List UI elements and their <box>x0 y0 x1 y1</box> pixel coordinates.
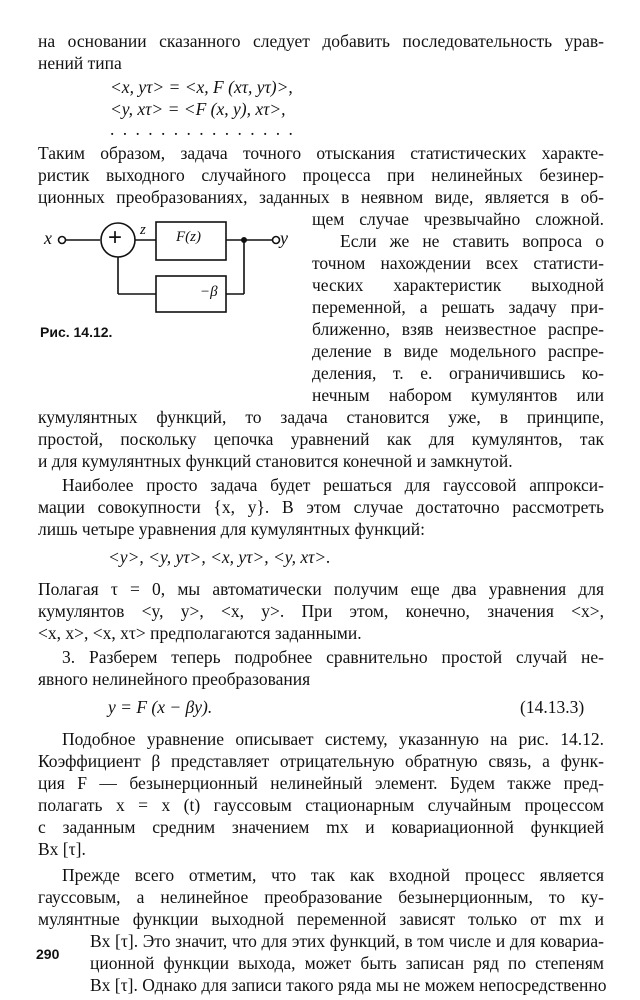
text-line: ционной функции выхода, может быть записан ряд по степеням <box>90 953 604 973</box>
text-line: кумулянтов <y, y>, <x, y>. При этом, конечно, значения <x>, <box>38 601 604 621</box>
input-label: x <box>44 228 52 248</box>
text-line: деления, т. е. ограничившись ко- <box>312 363 604 383</box>
text-line: Прежде всего отметим, что так как входной процесс является <box>62 865 604 885</box>
text-line: Таким образом, задача точного отыскания статистических характе- <box>38 143 604 163</box>
text-line: Коэффициент β представляет отрицательную обратную связь, а функ- <box>38 751 604 771</box>
text-line: полагать x = x (t) гауссовым стационарным случайным процессом <box>38 795 604 815</box>
text-line: ция F — безынерционный нелинейный элемент. Будем также пред- <box>38 773 604 793</box>
text-line: щем случае чрезвычайно сложной. <box>312 209 604 229</box>
figure-caption: Рис. 14.12. <box>40 324 113 340</box>
text-line: Bx [τ]. <box>38 839 86 859</box>
text-line: нений типа <box>38 53 122 73</box>
output-label: y <box>280 228 288 248</box>
feedback-block-label: −β <box>200 284 218 300</box>
text-line: кумулянтных функций, то задача становится уже, в принципе, <box>38 407 604 427</box>
text-line: явного нелинейного преобразования <box>38 669 311 689</box>
sum-symbol: + <box>108 224 123 251</box>
text-line: Bx [τ]. Это значит, что для этих функций, в том числе и для ковариа- <box>90 931 604 951</box>
block-diagram <box>36 214 306 314</box>
text-line: мации совокупности {x, y}. В этом случае достаточно рассмотреть <box>38 497 604 517</box>
text-line: с заданным средним значением mx и ковариационной функцией <box>38 817 604 837</box>
equation-2: <y, xτ> = <F (x, y), xτ>, <box>110 99 286 119</box>
main-equation: y = F (x − βy). <box>108 697 213 717</box>
text-line: ристик выходного случайного процесса при нелинейных безинер- <box>38 165 604 185</box>
cumulant-equation: <y>, <y, yτ>, <x, yτ>, <y, xτ>. <box>108 547 331 567</box>
text-line: лишь четыре уравнения для кумулянтных функций: <box>38 519 426 539</box>
equation-dots: . . . . . . . . . . . . . . . <box>110 119 295 139</box>
text-line: ческих характеристик выходной <box>312 275 604 295</box>
text-line: <x, x>, <x, xτ> предполагаются заданными. <box>38 623 362 643</box>
text-line: переменной, а решать задачу при- <box>312 297 604 317</box>
text-line: на основании сказанного следует добавить последовательность урав- <box>38 31 604 51</box>
text-line: Наиболее просто задача будет решаться для гауссовой аппрокси- <box>62 475 604 495</box>
equation-1: <x, yτ> = <x, F (xτ, yτ)>, <box>110 77 293 97</box>
text-line: деление в виде модельного распре- <box>312 341 604 361</box>
text-line: мулянтные функции выходной переменной зависят только от mx и <box>38 909 604 929</box>
text-line: ционных преобразованиях, заданных в неявном виде, является в об- <box>38 187 604 207</box>
signal-label: z <box>140 222 146 238</box>
text-line: Полагая τ = 0, мы автоматически получим еще два уравнения для <box>38 579 604 599</box>
text-line: гауссовым, а нелинейное преобразование безынерционным, то ку- <box>38 887 604 907</box>
text-line: простой, поскольку цепочка уравнений как для кумулянтов, так <box>38 429 604 449</box>
text-line: Если же не ставить вопроса о <box>340 231 604 251</box>
text-line: Подобное уравнение описывает систему, указанную на рис. 14.12. <box>62 729 604 749</box>
text-line: 3. Разберем теперь подробнее сравнительно простой случай не- <box>62 647 604 667</box>
page-number: 290 <box>36 946 60 962</box>
forward-block-label: F(z) <box>176 229 201 245</box>
text-line: нечным набором кумулянтов или <box>312 385 604 405</box>
text-line: и для кумулянтных функций становится конечной и замкнутой. <box>38 451 513 471</box>
text-line: Bx [τ]. Однако для записи такого ряда мы не можем непосредственно <box>90 975 607 995</box>
text-line: точном нахождении всех статисти- <box>312 253 604 273</box>
text-line: ближенно, взяв неизвестное распре- <box>312 319 604 339</box>
equation-number: (14.13.3) <box>520 697 585 717</box>
